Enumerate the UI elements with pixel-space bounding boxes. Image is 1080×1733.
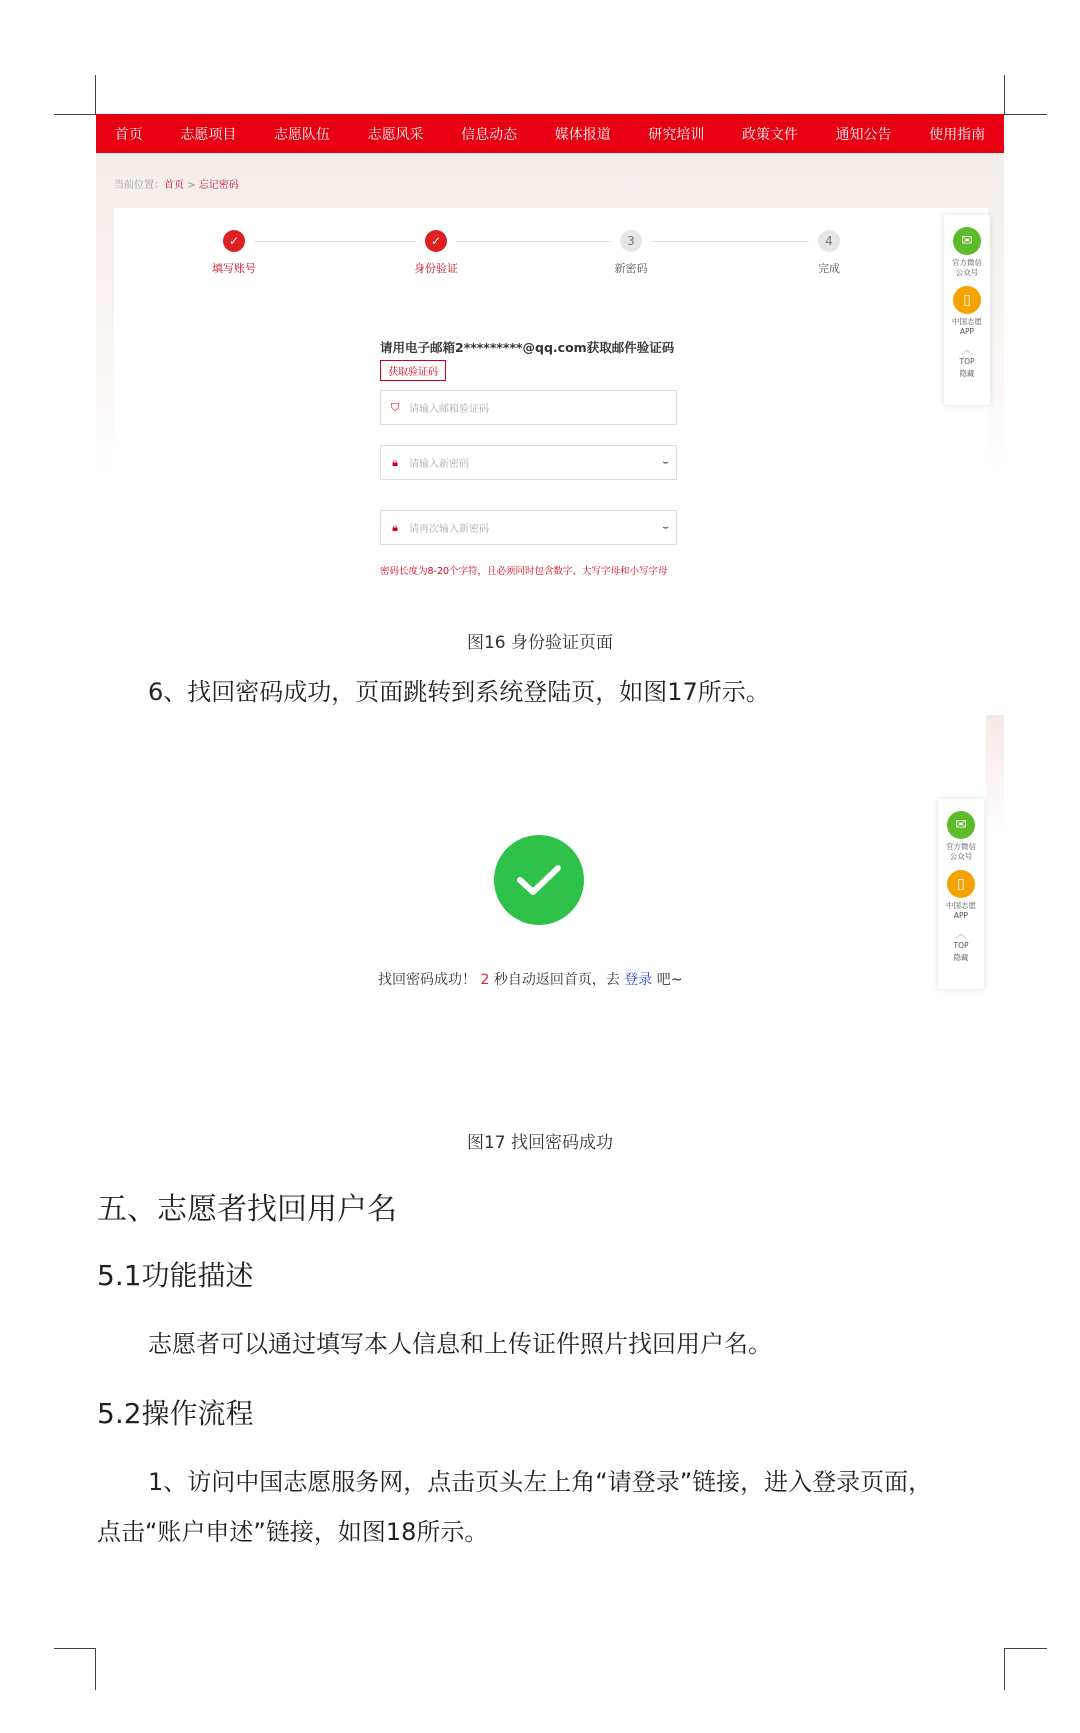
step-4 bbox=[769, 230, 889, 276]
chevron-up-icon[interactable]: ︿ bbox=[960, 343, 973, 357]
shield-icon: ⛉ bbox=[390, 400, 400, 414]
step-number: 3 bbox=[620, 230, 642, 252]
success-check-icon bbox=[494, 835, 584, 925]
step-1 bbox=[174, 230, 294, 276]
subsection-heading: 5.2操作流程 bbox=[97, 1397, 254, 1430]
new-password-input[interactable] bbox=[380, 445, 677, 480]
hide-sidebar-button[interactable]: 隐藏 bbox=[959, 369, 975, 378]
email-code-input[interactable] bbox=[380, 390, 677, 425]
crop-mark bbox=[1004, 75, 1005, 115]
email-prompt: 请用电子邮箱2*********@qq.com获取邮件验证码 bbox=[380, 340, 675, 355]
step-label: 填写账号 bbox=[212, 262, 256, 275]
reset-password-card bbox=[114, 208, 988, 594]
hide-sidebar-button[interactable]: 隐藏 bbox=[953, 953, 969, 962]
nav-notice[interactable]: 通知公告 bbox=[835, 126, 892, 143]
crop-mark bbox=[1005, 114, 1047, 115]
get-code-button[interactable]: 获取验证码 bbox=[380, 360, 446, 381]
breadcrumb-home[interactable]: 首页 bbox=[164, 180, 184, 191]
password-rule-hint: 密码长度为8-20个字符，且必须同时包含数字、大写字母和小写字母 bbox=[380, 566, 668, 577]
floating-sidebar bbox=[944, 215, 990, 405]
redirect-text: 秒自动返回首页，去 bbox=[493, 972, 620, 988]
countdown-seconds: 2 bbox=[480, 972, 490, 988]
main-nav bbox=[96, 114, 1004, 153]
back-to-top-button[interactable]: TOP bbox=[953, 941, 969, 950]
breadcrumb-prefix: 当前位置： bbox=[114, 180, 164, 191]
wechat-label: 官方微信公众号 bbox=[952, 258, 982, 277]
step-check-icon: ✓ bbox=[223, 230, 245, 252]
nav-research[interactable]: 研究培训 bbox=[648, 126, 705, 143]
crop-mark bbox=[95, 1648, 96, 1690]
step-label: 完成 bbox=[818, 262, 840, 275]
nav-teams[interactable]: 志愿队伍 bbox=[273, 126, 330, 143]
wechat-icon[interactable]: ✉ bbox=[947, 811, 975, 839]
breadcrumb bbox=[114, 176, 239, 191]
nav-home[interactable]: 首页 bbox=[114, 126, 143, 143]
figure-16-caption: 图16 身份验证页面 bbox=[466, 633, 614, 653]
nav-policy[interactable]: 政策文件 bbox=[741, 126, 798, 143]
trailing-text: 吧~ bbox=[656, 972, 683, 988]
mobile-app-icon[interactable]: ▯ bbox=[953, 286, 981, 314]
confirm-password-placeholder: 请再次输入新密码 bbox=[409, 524, 489, 535]
eye-closed-icon[interactable]: ⌣ bbox=[662, 457, 668, 468]
crop-mark bbox=[95, 75, 96, 115]
step-label: 身份验证 bbox=[414, 262, 458, 275]
function-description: 志愿者可以通过填写本人信息和上传证件照片找回用户名。 bbox=[148, 1330, 772, 1358]
section-heading: 五、志愿者找回用户名 bbox=[97, 1192, 397, 1227]
crop-mark bbox=[1004, 1648, 1005, 1690]
chevron-up-icon[interactable]: ︿ bbox=[954, 927, 967, 941]
figure-17-screenshot bbox=[96, 715, 1004, 1015]
email-code-placeholder: 请输入邮箱验证码 bbox=[409, 404, 489, 415]
step-number: 4 bbox=[818, 230, 840, 252]
wechat-label: 官方微信公众号 bbox=[946, 842, 976, 861]
nav-guide[interactable]: 使用指南 bbox=[929, 126, 986, 143]
nav-media[interactable]: 媒体报道 bbox=[554, 126, 611, 143]
app-label: 中国志愿APP bbox=[946, 901, 976, 920]
new-password-placeholder: 请输入新密码 bbox=[409, 459, 469, 470]
step-check-icon: ✓ bbox=[425, 230, 447, 252]
lock-icon: 🔒︎ bbox=[392, 520, 398, 534]
nav-news[interactable]: 信息动态 bbox=[461, 126, 518, 143]
eye-closed-icon[interactable]: ⌣ bbox=[662, 522, 668, 533]
crop-mark bbox=[54, 114, 96, 115]
nav-style[interactable]: 志愿风采 bbox=[367, 126, 424, 143]
login-link[interactable]: 登录 bbox=[624, 972, 653, 988]
floating-sidebar bbox=[938, 799, 984, 989]
subsection-heading: 5.1功能描述 bbox=[97, 1259, 254, 1292]
procedure-step-1-line-2: 点击“账户申述”链接，如图18所示。 bbox=[97, 1518, 489, 1546]
lock-icon: 🔒︎ bbox=[392, 455, 398, 469]
step-label: 新密码 bbox=[614, 262, 648, 275]
back-to-top-button[interactable]: TOP bbox=[959, 357, 975, 366]
background-edge bbox=[986, 715, 1004, 835]
step-3 bbox=[571, 230, 691, 276]
procedure-step-1-line-1: 1、访问中国志愿服务网，点击页头左上角“请登录”链接，进入登录页面， bbox=[148, 1468, 933, 1496]
app-label: 中国志愿APP bbox=[952, 317, 982, 336]
crop-mark bbox=[54, 1648, 96, 1649]
mobile-app-icon[interactable]: ▯ bbox=[947, 870, 975, 898]
step-2 bbox=[376, 230, 496, 276]
success-text: 找回密码成功！ bbox=[378, 972, 476, 988]
wechat-icon[interactable]: ✉ bbox=[953, 227, 981, 255]
figure-17-caption: 图17 找回密码成功 bbox=[466, 1133, 614, 1153]
breadcrumb-current: 忘记密码 bbox=[198, 180, 239, 191]
success-message bbox=[378, 969, 682, 989]
breadcrumb-sep: > bbox=[187, 180, 196, 191]
nav-projects[interactable]: 志愿项目 bbox=[180, 126, 237, 143]
crop-mark bbox=[1005, 1648, 1047, 1649]
step-6-text: 6、找回密码成功，页面跳转到系统登陆页，如图17所示。 bbox=[148, 678, 770, 706]
confirm-password-input[interactable] bbox=[380, 510, 677, 545]
figure-16-screenshot bbox=[96, 114, 1004, 594]
